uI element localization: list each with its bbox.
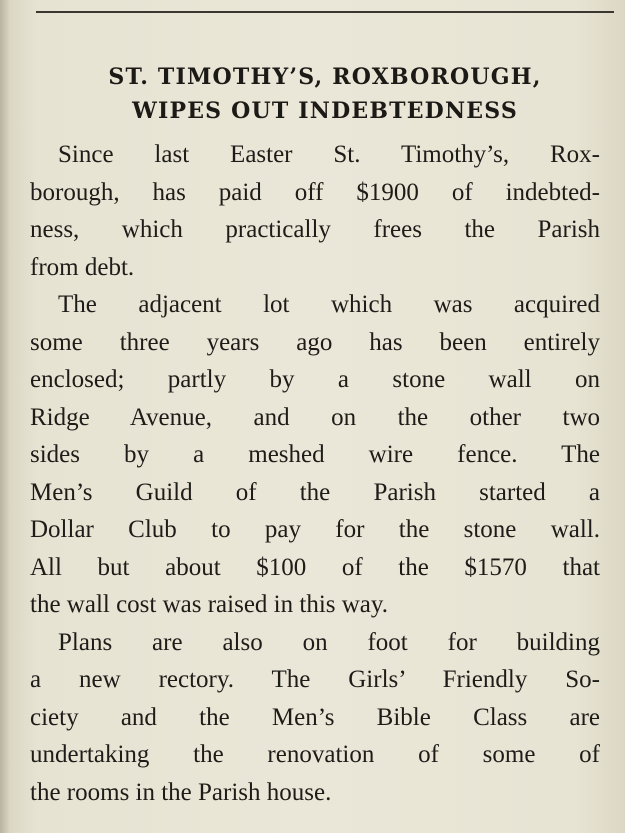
text-line: Men’s Guild of the Parish started a xyxy=(30,478,600,506)
text-line: undertaking the renovation of some of xyxy=(30,741,600,768)
paragraph-3 xyxy=(30,624,600,812)
text-line: Ridge Avenue, and on the other two xyxy=(30,403,600,431)
paragraph-1 xyxy=(30,136,600,286)
text-line: borough, has paid off $1900 of indebted- xyxy=(30,178,600,206)
text-line: The adjacent lot which was acquired xyxy=(58,291,600,318)
text-line: ness, which practically frees the Parish xyxy=(30,216,600,243)
text-line: enclosed; partly by a stone wall on xyxy=(30,366,600,393)
text-line: sides by a meshed wire fence. The xyxy=(30,441,600,468)
text-line: ciety and the Men’s Bible Class are xyxy=(30,703,600,731)
text-line: from debt. xyxy=(30,253,135,281)
text-line: Dollar Club to pay for the stone wall. xyxy=(30,516,600,543)
text-line: some three years ago has been entirely xyxy=(30,328,600,356)
page-edge-shadow xyxy=(0,0,10,833)
top-rule xyxy=(36,11,614,13)
text-line: a new rectory. The Girls’ Friendly So- xyxy=(30,666,600,693)
text-line: All but about $100 of the $1570 that xyxy=(30,553,600,581)
text-line: the rooms in the Parish house. xyxy=(30,778,332,806)
headline-line-2: WIPES OUT INDEBTEDNESS xyxy=(132,98,518,124)
text-line: Since last Easter St. Timothy’s, Rox- xyxy=(58,141,600,168)
article-body xyxy=(30,136,600,811)
article-headline xyxy=(36,60,614,128)
paragraph-2 xyxy=(30,286,600,624)
headline-line-1: ST. TIMOTHY’S, ROXBOROUGH, xyxy=(108,64,542,90)
text-line: the wall cost was raised in this way. xyxy=(30,591,389,618)
text-line: Plans are also on foot for building xyxy=(58,628,600,656)
